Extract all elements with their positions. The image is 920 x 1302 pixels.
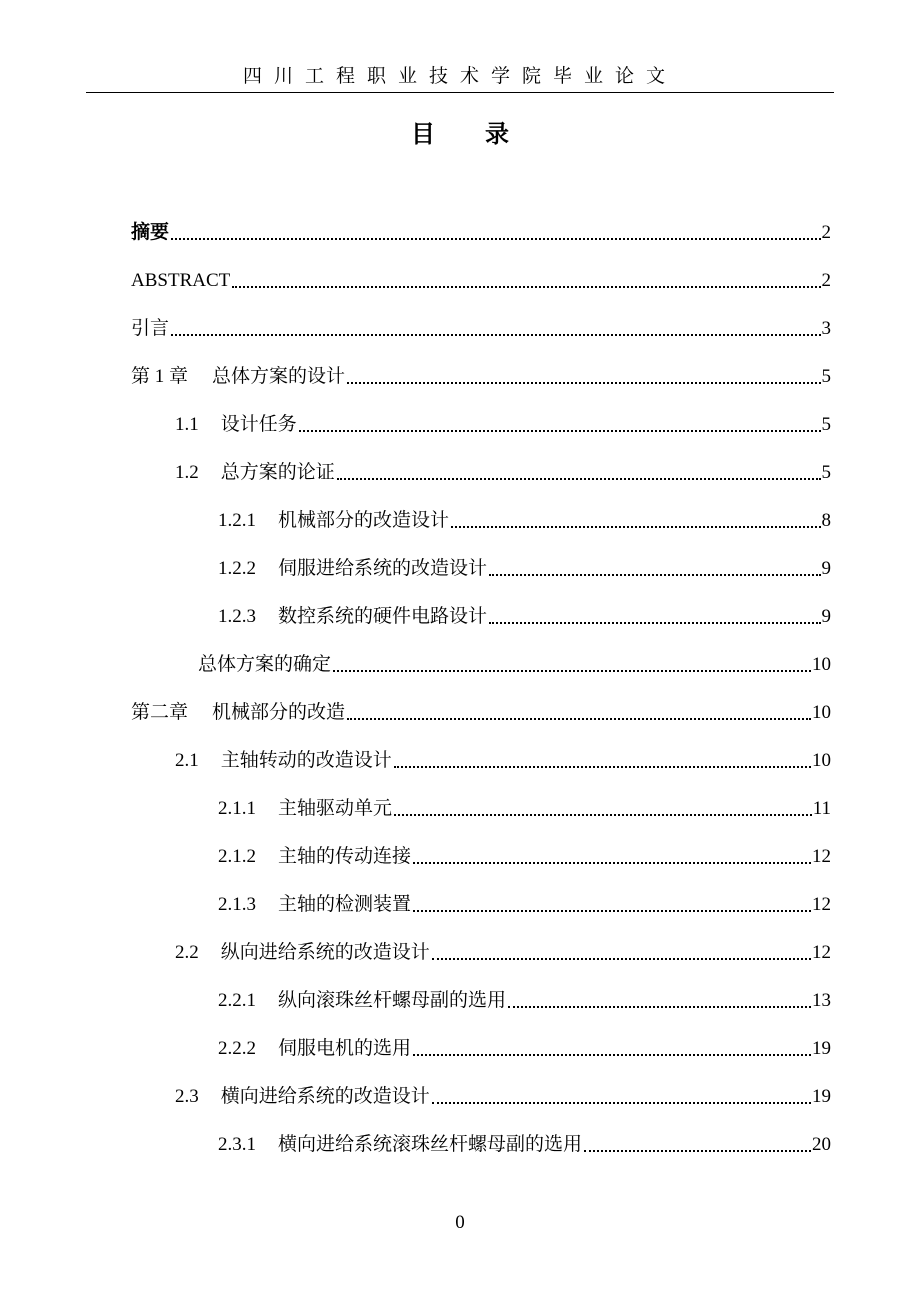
toc-entry-number: 2.2 xyxy=(175,942,199,963)
toc-entry-page: 2 xyxy=(821,222,831,243)
toc-entry-number: 1.2 xyxy=(175,462,199,483)
toc-entry-page: 5 xyxy=(821,414,831,435)
toc-leader-dots xyxy=(451,526,820,528)
toc-entry-number: 2.1.3 xyxy=(218,894,256,915)
toc-entry-label: 主轴的传动连接 xyxy=(278,846,412,867)
toc-entry-number: 1.2.1 xyxy=(218,510,256,531)
toc-entry[interactable] xyxy=(175,410,831,438)
toc-entry-label: 总体方案的设计 xyxy=(212,366,346,387)
toc-entry-label: 引言 xyxy=(131,318,170,339)
toc-entry-page: 5 xyxy=(821,462,831,483)
toc-entry[interactable] xyxy=(218,1130,831,1158)
toc-entry-label: 主轴转动的改造设计 xyxy=(220,750,392,771)
toc-entry-label: 伺服进给系统的改造设计 xyxy=(278,558,488,579)
toc-leader-dots xyxy=(347,718,811,720)
toc-entry-page: 2 xyxy=(821,270,831,291)
toc-leader-dots xyxy=(584,1150,811,1152)
toc-entry-label: 纵向进给系统的改造设计 xyxy=(220,942,430,963)
toc-entry-page: 19 xyxy=(812,1038,831,1059)
toc-entry-page: 13 xyxy=(812,990,831,1011)
toc-entry-number: 1.2.3 xyxy=(218,606,256,627)
header-text: 四川工程职业技术学院毕业论文 xyxy=(242,66,677,87)
toc-leader-dots xyxy=(171,238,820,240)
toc-leader-dots xyxy=(489,574,820,576)
toc-leader-dots xyxy=(413,1054,811,1056)
toc-entry-label: 横向进给系统的改造设计 xyxy=(220,1086,430,1107)
toc-entry-label: 设计任务 xyxy=(220,414,297,435)
toc-entry-label: 纵向滚珠丝杆螺母副的选用 xyxy=(278,990,507,1011)
toc-entry-label: 总方案的论证 xyxy=(220,462,335,483)
toc-entry-page: 9 xyxy=(821,606,831,627)
toc-entry[interactable] xyxy=(175,1082,831,1110)
toc-entry-number: 2.1 xyxy=(175,750,199,771)
toc-entry-label: 横向进给系统滚珠丝杆螺母副的选用 xyxy=(278,1134,583,1155)
toc-entry-label: 伺服电机的选用 xyxy=(278,1038,412,1059)
toc-leader-dots xyxy=(171,334,820,336)
toc-entry[interactable] xyxy=(198,650,831,678)
toc-entry-number: 2.2.2 xyxy=(218,1038,256,1059)
toc-entry[interactable] xyxy=(218,842,831,870)
toc-entry-number: 2.3.1 xyxy=(218,1134,256,1155)
toc-leader-dots xyxy=(432,1102,811,1104)
toc-entry-label: 主轴驱动单元 xyxy=(278,798,393,819)
toc-entry-number: 第二章 xyxy=(131,702,189,723)
toc-entry[interactable] xyxy=(131,314,831,342)
toc-leader-dots xyxy=(299,430,821,432)
toc-entry-number: 2.2.1 xyxy=(218,990,256,1011)
toc-entry[interactable] xyxy=(175,746,831,774)
toc-entry-number: 2.1.1 xyxy=(218,798,256,819)
toc-entry-label: 总体方案的确定 xyxy=(198,654,332,675)
toc-entry-page: 19 xyxy=(812,1086,831,1107)
toc-entry[interactable] xyxy=(131,698,831,726)
toc-leader-dots xyxy=(347,382,820,384)
toc-leader-dots xyxy=(337,478,821,480)
toc-leader-dots xyxy=(394,814,812,816)
toc-entry[interactable] xyxy=(218,602,831,630)
toc-entry-number: 2.3 xyxy=(175,1086,199,1107)
toc-entry[interactable] xyxy=(218,506,831,534)
toc-leader-dots xyxy=(394,766,811,768)
toc-leader-dots xyxy=(432,958,811,960)
toc-entry[interactable] xyxy=(218,554,831,582)
toc-entry[interactable] xyxy=(175,458,831,486)
toc-leader-dots xyxy=(413,862,811,864)
toc-entry-number: 第 1 章 xyxy=(131,366,189,387)
toc-entry-label: 数控系统的硬件电路设计 xyxy=(278,606,488,627)
toc-leader-dots xyxy=(232,286,820,288)
toc-entry[interactable] xyxy=(218,794,831,822)
toc-entry-page: 10 xyxy=(812,750,831,771)
toc-entry-page: 10 xyxy=(812,702,831,723)
toc-entry-page: 12 xyxy=(812,942,831,963)
toc-entry[interactable] xyxy=(175,938,831,966)
toc-entry-page: 10 xyxy=(812,654,831,675)
page-number: 0 xyxy=(455,1212,465,1233)
toc-entry[interactable] xyxy=(131,362,831,390)
toc-entry[interactable] xyxy=(218,1034,831,1062)
toc-entry-page: 8 xyxy=(821,510,831,531)
toc-entry-number: 1.2.2 xyxy=(218,558,256,579)
toc-leader-dots xyxy=(413,910,811,912)
toc-entry-page: 11 xyxy=(812,798,831,819)
toc-entry-label: ABSTRACT xyxy=(131,270,231,291)
toc-entry-page: 5 xyxy=(821,366,831,387)
toc-entry-page: 3 xyxy=(821,318,831,339)
toc-entry-number: 1.1 xyxy=(175,414,199,435)
toc-entry[interactable] xyxy=(218,890,831,918)
toc-entry[interactable] xyxy=(218,986,831,1014)
toc-entry-page: 9 xyxy=(821,558,831,579)
toc-entry-label: 摘要 xyxy=(131,222,170,243)
toc-entry[interactable] xyxy=(131,266,831,294)
toc-entry[interactable] xyxy=(131,218,831,246)
toc-leader-dots xyxy=(489,622,820,624)
toc-entry-label: 机械部分的改造设计 xyxy=(278,510,450,531)
toc-entry-label: 主轴的检测装置 xyxy=(278,894,412,915)
toc-entry-page: 12 xyxy=(812,846,831,867)
page-title: 目录 xyxy=(411,122,559,148)
toc-entry-number: 2.1.2 xyxy=(218,846,256,867)
toc-entry-page: 12 xyxy=(812,894,831,915)
toc-entry-label: 机械部分的改造 xyxy=(212,702,346,723)
toc-leader-dots xyxy=(333,670,811,672)
toc-leader-dots xyxy=(508,1006,811,1008)
toc-entry-page: 20 xyxy=(812,1134,831,1155)
